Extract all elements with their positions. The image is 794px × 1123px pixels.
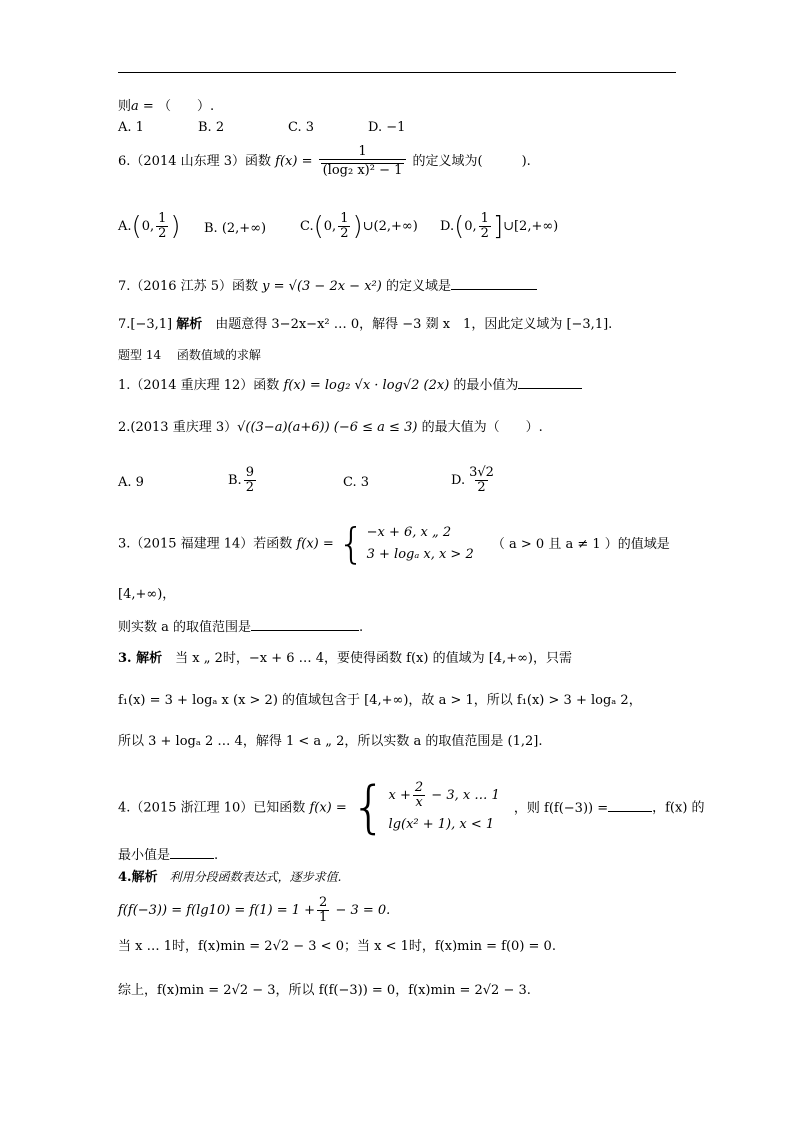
q7-solution: 7.[−3,1] 解析 由题意得 3−2x−x² … 0，解得 −3 剟 x 1，因此定义域为 [−3,1]. <box>118 317 613 332</box>
s4-solution-line-3: 综上，f(x)min = 2√2 − 3，所以 f(f(−3)) = 0，f(x)min = 2√2 − 3. <box>118 983 531 998</box>
s3-stem: 3.（2015 福建理 14）若函数 f(x) = { −x + 6, x „ 2 3 + logₐ x, x > 2 （ a > 0 且 a ≠ 1 ）的值域是 <box>118 519 670 568</box>
s2-stem: 2.(2013 重庆理 3）√((3−a)(a+6)) (−6 ≤ a ≤ 3) 的最大值为（ ）. <box>118 420 543 435</box>
s4-stem-line-2: 最小值是 . <box>118 848 219 863</box>
q5-stem-tail: 则a = （ ）. <box>118 99 215 114</box>
s2-option-d: D. $\frac{3√2}{2}$ <box>451 465 494 495</box>
q6-fraction: $\frac{1}{\text{(log₂ x)² − 1}}$ <box>319 145 407 178</box>
q7-stem: 7.（2016 江苏 5）函数 y = √(3 − 2x − x²) 的定义域是 <box>118 277 537 296</box>
q6-option-b: B. (2,+∞) <box>204 221 267 236</box>
section-heading: 题型 14 函数值域的求解 <box>118 348 261 362</box>
q6-option-d: D.(0, $\frac{1}{2}$ ]∪[2,+∞) <box>440 211 559 242</box>
answer-blank <box>451 277 537 290</box>
s3-solution-line-3: 所以 3 + logₐ 2 … 4，解得 1 < a „ 2，所以实数 a 的取值范围是 (1,2]. <box>118 734 543 749</box>
answer-blank <box>518 376 582 389</box>
s3-piecewise: { −x + 6, x „ 2 3 + logₐ x, x > 2 <box>337 519 474 568</box>
s4-solution-line-1: f(f(−3)) = f(lg10) = f(1) = 1 + $\frac{2}{1}$ − 3 = 0. <box>118 895 391 925</box>
s3-solution-line-2: f₁(x) = 3 + logₐ x (x > 2) 的值域包含于 [4,+∞)，故 a > 1，所以 f₁(x) > 3 + logₐ 2， <box>118 693 642 708</box>
s2-option-b: B. $\frac{9}{2}$ <box>228 465 254 495</box>
answer-blank <box>251 618 359 631</box>
option-a: A. 1 <box>118 120 144 135</box>
s4-piecewise: { x + $\frac{2}{x}$ − 3, x … 1 lg(x² + 1), x < 1 <box>350 775 500 840</box>
q6-option-c: C.(0, $\frac{1}{2}$ )∪(2,+∞) <box>300 211 418 242</box>
answer-blank <box>170 846 214 859</box>
s3-solution-line-1: 3. 解析 当 x „ 2时，−x + 6 … 4，要使得函数 f(x) 的值域为 [4,+∞)，只需 <box>118 651 572 666</box>
answer-blank <box>608 799 652 812</box>
header-rule <box>118 72 676 73</box>
option-b: B. 2 <box>198 120 225 135</box>
q6-option-a: A.(0, $\frac{1}{2}$ ) <box>118 211 181 242</box>
q6-stem: 6.（2014 山东理 3）函数 f(x) = $\frac{1}{\text{(log₂ x)² − 1}}$ 的定义域为( ). <box>118 144 531 178</box>
option-c: C. 3 <box>288 120 315 135</box>
s2-option-c: C. 3 <box>343 475 370 490</box>
s2-option-a: A. 9 <box>118 475 144 490</box>
s4-solution-head: 4.解析 利用分段函数表达式，逐步求值. <box>118 870 342 885</box>
s4-solution-line-2: 当 x … 1时，f(x)min = 2√2 − 3 < 0；当 x < 1时，f(x)min = f(0) = 0. <box>118 939 556 954</box>
s4-stem: 4.（2015 浙江理 10）已知函数 f(x) = { x + $\frac{2}{x}$ − 3, x … 1 lg(x² + 1), x < 1 ，则 f(f(−3)) = ，f(x) 的 <box>118 775 705 840</box>
s3-range: [4,+∞)， <box>118 587 176 602</box>
s3-ask: 则实数 a 的取值范围是 . <box>118 620 364 635</box>
s1-stem: 1.（2014 重庆理 12）函数 f(x) = log₂ √x · log√2 (2x) 的最小值为 <box>118 376 582 395</box>
option-d: D. −1 <box>368 120 406 135</box>
